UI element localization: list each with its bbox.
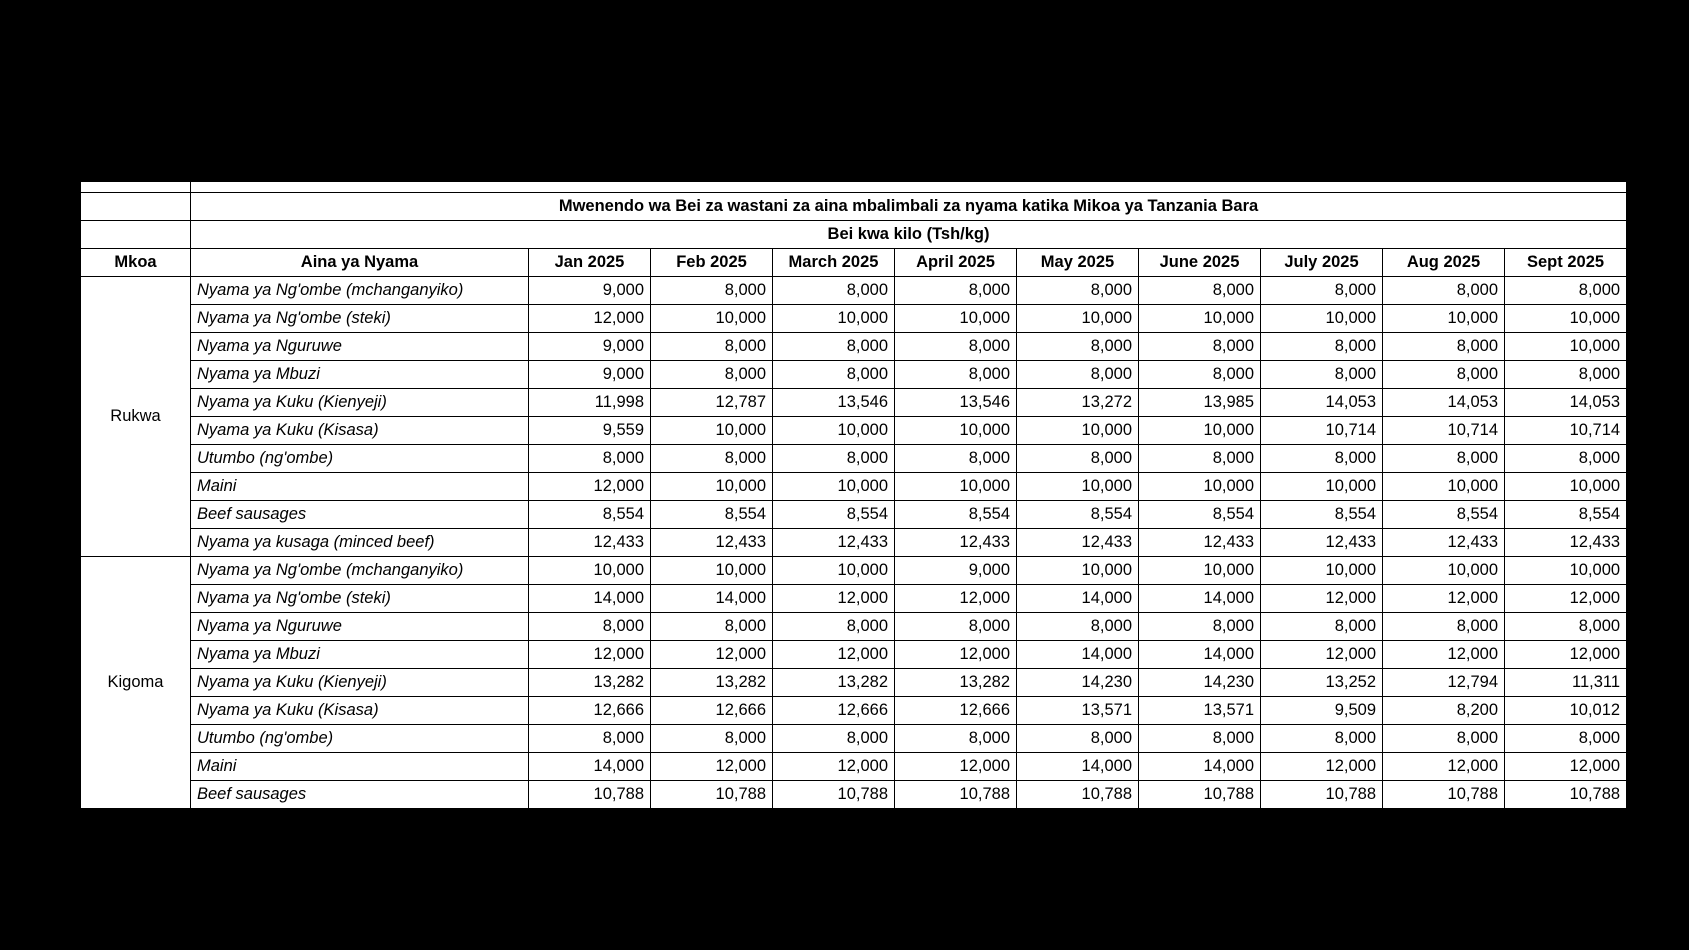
price-cell: 8,000 (529, 612, 651, 640)
price-cell: 10,000 (1139, 416, 1261, 444)
header-month-jan: Jan 2025 (529, 248, 651, 276)
price-cell: 10,714 (1383, 416, 1505, 444)
price-cell: 10,000 (1139, 556, 1261, 584)
price-cell: 10,000 (1017, 472, 1139, 500)
price-cell: 10,000 (651, 472, 773, 500)
price-cell: 10,000 (773, 472, 895, 500)
table-row (81, 360, 1627, 388)
price-cell: 12,433 (1139, 528, 1261, 556)
header-month-may: May 2025 (1017, 248, 1139, 276)
price-cell: 8,000 (1505, 724, 1627, 752)
price-cell: 12,000 (529, 640, 651, 668)
meat-label: Maini (191, 752, 529, 780)
price-cell: 10,788 (1505, 780, 1627, 808)
table-row (81, 472, 1627, 500)
price-cell: 8,000 (1383, 444, 1505, 472)
meat-prices-table (80, 182, 1627, 809)
price-cell: 12,000 (651, 640, 773, 668)
meat-label: Nyama ya Mbuzi (191, 640, 529, 668)
meat-label: Nyama ya Nguruwe (191, 612, 529, 640)
clipped-cell-rest (191, 182, 1627, 192)
price-cell: 8,000 (529, 724, 651, 752)
meat-label: Nyama ya Kuku (Kienyeji) (191, 388, 529, 416)
price-cell: 10,000 (773, 556, 895, 584)
meat-label: Beef sausages (191, 780, 529, 808)
subtitle-row-spacer (81, 220, 191, 248)
price-cell: 8,000 (529, 444, 651, 472)
meat-label: Utumbo (ng'ombe) (191, 724, 529, 752)
price-cell: 12,000 (1505, 752, 1627, 780)
price-cell: 10,788 (1383, 780, 1505, 808)
price-cell: 8,000 (651, 332, 773, 360)
meat-label: Nyama ya Mbuzi (191, 360, 529, 388)
price-cell: 12,000 (1505, 584, 1627, 612)
price-cell: 10,000 (1017, 556, 1139, 584)
clipped-top-row (81, 182, 1627, 192)
table-row (81, 388, 1627, 416)
price-cell: 14,000 (529, 752, 651, 780)
table-row (81, 612, 1627, 640)
price-cell: 10,788 (651, 780, 773, 808)
price-cell: 14,000 (1017, 640, 1139, 668)
price-cell: 12,000 (529, 472, 651, 500)
subtitle-row (81, 220, 1627, 248)
price-cell: 8,000 (1383, 724, 1505, 752)
price-cell: 12,666 (651, 696, 773, 724)
table-row (81, 304, 1627, 332)
meat-label: Nyama ya Ng'ombe (mchanganyiko) (191, 276, 529, 304)
price-cell: 13,282 (651, 668, 773, 696)
price-cell: 12,787 (651, 388, 773, 416)
table-row (81, 668, 1627, 696)
price-cell: 14,000 (651, 584, 773, 612)
price-cell: 10,000 (1383, 304, 1505, 332)
price-cell: 13,985 (1139, 388, 1261, 416)
price-cell: 8,000 (1017, 612, 1139, 640)
price-cell: 8,000 (651, 276, 773, 304)
price-cell: 8,000 (773, 444, 895, 472)
price-cell: 10,000 (1139, 472, 1261, 500)
price-cell: 8,000 (895, 444, 1017, 472)
meat-label: Nyama ya Nguruwe (191, 332, 529, 360)
header-month-june: June 2025 (1139, 248, 1261, 276)
clipped-cell-region (81, 182, 191, 192)
price-cell: 12,433 (1261, 528, 1383, 556)
price-cell: 8,000 (1139, 612, 1261, 640)
price-cell: 9,559 (529, 416, 651, 444)
price-cell: 8,000 (773, 276, 895, 304)
price-cell: 8,000 (1383, 332, 1505, 360)
table-row (81, 752, 1627, 780)
table-row (81, 696, 1627, 724)
price-cell: 8,000 (1505, 612, 1627, 640)
header-meat-type: Aina ya Nyama (191, 248, 529, 276)
price-cell: 8,554 (1139, 500, 1261, 528)
price-cell: 10,000 (1017, 416, 1139, 444)
price-cell: 14,000 (1139, 584, 1261, 612)
price-cell: 12,000 (895, 752, 1017, 780)
price-cell: 12,666 (529, 696, 651, 724)
price-cell: 8,000 (1261, 360, 1383, 388)
price-cell: 8,000 (1383, 276, 1505, 304)
price-cell: 10,000 (1505, 332, 1627, 360)
price-cell: 8,000 (651, 360, 773, 388)
price-cell: 8,554 (529, 500, 651, 528)
price-cell: 8,200 (1383, 696, 1505, 724)
price-cell: 10,000 (529, 556, 651, 584)
meat-label: Maini (191, 472, 529, 500)
price-cell: 14,230 (1139, 668, 1261, 696)
price-cell: 10,788 (529, 780, 651, 808)
price-cell: 8,000 (895, 360, 1017, 388)
price-cell: 10,000 (773, 304, 895, 332)
price-cell: 8,554 (1383, 500, 1505, 528)
table-row (81, 332, 1627, 360)
price-cell: 12,000 (773, 752, 895, 780)
sheet-title: Mwenendo wa Bei za wastani za aina mbalimbali za nyama katika Mikoa ya Tanzania Bara (191, 192, 1627, 220)
meat-label: Beef sausages (191, 500, 529, 528)
price-cell: 13,282 (529, 668, 651, 696)
price-cell: 14,053 (1383, 388, 1505, 416)
region-label-kigoma: Kigoma (81, 556, 191, 808)
price-cell: 12,000 (895, 640, 1017, 668)
price-cell: 14,000 (1139, 640, 1261, 668)
header-month-april: April 2025 (895, 248, 1017, 276)
price-cell: 8,000 (773, 724, 895, 752)
price-cell: 8,000 (1261, 724, 1383, 752)
price-cell: 14,230 (1017, 668, 1139, 696)
price-cell: 9,000 (529, 276, 651, 304)
price-cell: 12,000 (529, 304, 651, 332)
price-cell: 10,714 (1261, 416, 1383, 444)
region-label-rukwa: Rukwa (81, 276, 191, 556)
price-cell: 8,554 (1017, 500, 1139, 528)
meat-label: Nyama ya Kuku (Kisasa) (191, 696, 529, 724)
price-cell: 8,000 (651, 444, 773, 472)
price-cell: 12,000 (1261, 640, 1383, 668)
price-cell: 8,554 (1505, 500, 1627, 528)
price-cell: 8,000 (651, 612, 773, 640)
price-cell: 14,000 (529, 584, 651, 612)
price-cell: 12,433 (895, 528, 1017, 556)
price-cell: 13,571 (1017, 696, 1139, 724)
price-cell: 14,000 (1017, 752, 1139, 780)
meat-label: Nyama ya Ng'ombe (steki) (191, 584, 529, 612)
price-cell: 8,000 (651, 724, 773, 752)
price-cell: 10,000 (1261, 556, 1383, 584)
price-cell: 8,554 (895, 500, 1017, 528)
price-cell: 10,000 (895, 416, 1017, 444)
price-cell: 8,000 (1139, 444, 1261, 472)
spreadsheet-container (80, 182, 1626, 809)
table-row (81, 444, 1627, 472)
price-cell: 8,000 (773, 612, 895, 640)
price-cell: 10,788 (895, 780, 1017, 808)
price-cell: 13,546 (773, 388, 895, 416)
table-row (81, 416, 1627, 444)
header-month-sept: Sept 2025 (1505, 248, 1627, 276)
price-cell: 10,000 (1261, 304, 1383, 332)
price-cell: 11,998 (529, 388, 651, 416)
table-row (81, 528, 1627, 556)
price-cell: 13,282 (773, 668, 895, 696)
table-row (81, 556, 1627, 584)
price-cell: 8,000 (1383, 360, 1505, 388)
price-cell: 12,433 (1017, 528, 1139, 556)
price-cell: 10,788 (1139, 780, 1261, 808)
price-cell: 10,000 (1261, 472, 1383, 500)
price-cell: 10,000 (1139, 304, 1261, 332)
price-cell: 9,000 (529, 332, 651, 360)
price-cell: 8,554 (773, 500, 895, 528)
price-cell: 12,433 (1383, 528, 1505, 556)
price-cell: 8,000 (1261, 276, 1383, 304)
meat-label: Nyama ya Kuku (Kisasa) (191, 416, 529, 444)
price-cell: 8,000 (1139, 332, 1261, 360)
price-cell: 12,000 (1383, 640, 1505, 668)
price-cell: 8,000 (773, 360, 895, 388)
price-cell: 8,000 (1505, 276, 1627, 304)
price-cell: 8,000 (1017, 332, 1139, 360)
header-row (81, 248, 1627, 276)
meat-label: Utumbo (ng'ombe) (191, 444, 529, 472)
price-cell: 9,000 (895, 556, 1017, 584)
sheet-subtitle: Bei kwa kilo (Tsh/kg) (191, 220, 1627, 248)
price-cell: 8,000 (895, 332, 1017, 360)
meat-label: Nyama ya kusaga (minced beef) (191, 528, 529, 556)
price-cell: 11,311 (1505, 668, 1627, 696)
price-cell: 8,000 (1383, 612, 1505, 640)
price-cell: 10,788 (1261, 780, 1383, 808)
price-cell: 12,666 (895, 696, 1017, 724)
price-cell: 12,666 (773, 696, 895, 724)
price-cell: 10,000 (651, 556, 773, 584)
price-cell: 8,000 (1139, 724, 1261, 752)
price-cell: 8,000 (895, 612, 1017, 640)
price-cell: 10,000 (1505, 472, 1627, 500)
price-cell: 12,000 (1505, 640, 1627, 668)
table-body (81, 182, 1627, 808)
price-cell: 10,000 (895, 472, 1017, 500)
header-month-feb: Feb 2025 (651, 248, 773, 276)
title-row (81, 192, 1627, 220)
price-cell: 12,000 (1383, 752, 1505, 780)
price-cell: 10,000 (773, 416, 895, 444)
price-cell: 10,000 (1505, 556, 1627, 584)
price-cell: 12,433 (1505, 528, 1627, 556)
price-cell: 13,546 (895, 388, 1017, 416)
meat-label: Nyama ya Kuku (Kienyeji) (191, 668, 529, 696)
price-cell: 13,282 (895, 668, 1017, 696)
price-cell: 12,000 (1383, 584, 1505, 612)
price-cell: 12,433 (529, 528, 651, 556)
price-cell: 8,000 (1017, 444, 1139, 472)
header-month-july: July 2025 (1261, 248, 1383, 276)
price-cell: 8,554 (651, 500, 773, 528)
table-row (81, 724, 1627, 752)
price-cell: 8,000 (1505, 444, 1627, 472)
price-cell: 12,000 (773, 640, 895, 668)
price-cell: 14,000 (1017, 584, 1139, 612)
price-cell: 8,000 (1505, 360, 1627, 388)
header-month-march: March 2025 (773, 248, 895, 276)
price-cell: 9,509 (1261, 696, 1383, 724)
price-cell: 13,272 (1017, 388, 1139, 416)
price-cell: 10,000 (1383, 472, 1505, 500)
price-cell: 10,000 (651, 416, 773, 444)
header-region: Mkoa (81, 248, 191, 276)
price-cell: 13,571 (1139, 696, 1261, 724)
price-cell: 12,433 (773, 528, 895, 556)
table-row (81, 780, 1627, 808)
price-cell: 10,000 (895, 304, 1017, 332)
price-cell: 8,000 (1139, 276, 1261, 304)
meat-label: Nyama ya Ng'ombe (mchanganyiko) (191, 556, 529, 584)
price-cell: 8,000 (1017, 276, 1139, 304)
table-row (81, 584, 1627, 612)
price-cell: 12,000 (651, 752, 773, 780)
price-cell: 8,000 (1261, 332, 1383, 360)
price-cell: 8,000 (1017, 724, 1139, 752)
price-cell: 9,000 (529, 360, 651, 388)
price-cell: 10,788 (1017, 780, 1139, 808)
price-cell: 8,000 (1261, 444, 1383, 472)
price-cell: 13,252 (1261, 668, 1383, 696)
table-row (81, 500, 1627, 528)
price-cell: 8,000 (773, 332, 895, 360)
price-cell: 10,000 (651, 304, 773, 332)
price-cell: 8,554 (1261, 500, 1383, 528)
price-cell: 8,000 (895, 724, 1017, 752)
price-cell: 12,000 (895, 584, 1017, 612)
price-cell: 12,794 (1383, 668, 1505, 696)
meat-label: Nyama ya Ng'ombe (steki) (191, 304, 529, 332)
price-cell: 12,433 (651, 528, 773, 556)
price-cell: 10,000 (1505, 304, 1627, 332)
price-cell: 10,714 (1505, 416, 1627, 444)
header-month-aug: Aug 2025 (1383, 248, 1505, 276)
price-cell: 10,000 (1017, 304, 1139, 332)
price-cell: 10,012 (1505, 696, 1627, 724)
table-row (81, 276, 1627, 304)
price-cell: 12,000 (1261, 584, 1383, 612)
price-cell: 14,000 (1139, 752, 1261, 780)
price-cell: 14,053 (1505, 388, 1627, 416)
price-cell: 10,788 (773, 780, 895, 808)
price-cell: 8,000 (1261, 612, 1383, 640)
price-cell: 8,000 (1017, 360, 1139, 388)
price-cell: 8,000 (1139, 360, 1261, 388)
price-cell: 14,053 (1261, 388, 1383, 416)
price-cell: 10,000 (1383, 556, 1505, 584)
price-cell: 12,000 (1261, 752, 1383, 780)
price-cell: 8,000 (895, 276, 1017, 304)
price-cell: 12,000 (773, 584, 895, 612)
table-row (81, 640, 1627, 668)
title-row-spacer (81, 192, 191, 220)
